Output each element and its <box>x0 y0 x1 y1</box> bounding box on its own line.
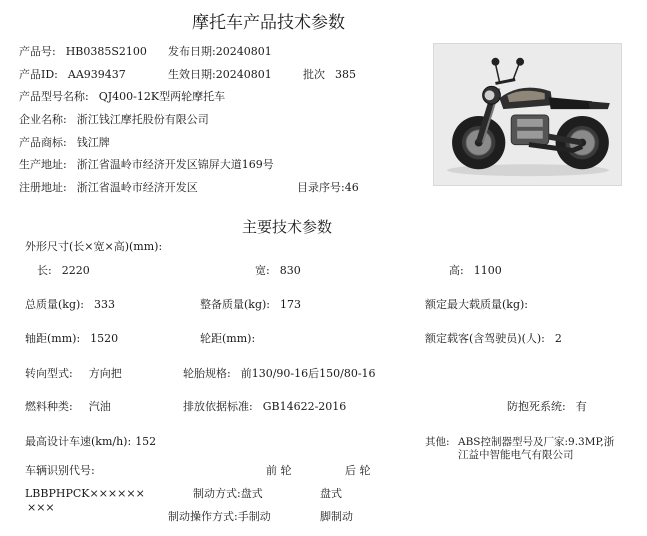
height-row <box>449 264 502 278</box>
curb-mass-row <box>200 298 301 312</box>
dimensions-label: 外形尺寸(长×宽×高)(mm): <box>25 240 163 253</box>
abs-label: 防抱死系统: <box>507 400 566 413</box>
production-address-value: 浙江省温岭市经济开发区锦屏大道169号 <box>76 158 274 171</box>
registered-address-value: 浙江省温岭市经济开发区 <box>76 181 198 194</box>
batch-value: 385 <box>335 68 356 81</box>
width-label: 宽: <box>255 264 270 277</box>
steering-label: 转向型式: <box>25 367 73 380</box>
length-value: 2220 <box>61 264 90 277</box>
model-row <box>19 90 225 104</box>
brake-method-row <box>193 487 263 501</box>
wheelbase-row <box>25 332 118 346</box>
product-id-value: AA939437 <box>67 68 126 81</box>
model-label: 产品型号名称: <box>19 90 89 103</box>
batch-label: 批次 <box>303 68 325 81</box>
curb-mass-value: 173 <box>280 298 301 311</box>
motorcycle-illustration <box>434 44 621 185</box>
length-row <box>37 264 90 278</box>
brand-label: 产品商标: <box>19 136 67 149</box>
product-no-label: 产品号: <box>19 45 56 58</box>
product-id-row <box>19 68 126 82</box>
brand-value: 钱江牌 <box>76 136 110 149</box>
brake-method-label: 制动方式: <box>193 487 241 500</box>
total-mass-row <box>25 298 115 312</box>
product-no-value: HB0385S2100 <box>65 45 147 58</box>
catalog-no-label: 目录序号: <box>297 181 345 194</box>
brake-operation-front: 手制动 <box>237 510 271 523</box>
abs-value: 有 <box>575 400 587 413</box>
company-value: 浙江钱江摩托股份有限公司 <box>76 113 209 126</box>
passengers-row <box>425 332 562 346</box>
brake-operation-rear: 脚制动 <box>320 510 353 523</box>
production-address-label: 生产地址: <box>19 158 67 171</box>
brake-operation-label: 制动操作方式: <box>168 510 238 523</box>
emission-label: 排放依据标准: <box>183 400 253 413</box>
height-label: 高: <box>449 264 464 277</box>
fuel-value: 汽油 <box>88 400 111 413</box>
effective-date-row <box>168 68 272 82</box>
company-row <box>19 113 209 127</box>
brake-operation-row <box>168 510 271 524</box>
steering-row <box>25 367 122 381</box>
abs-row <box>507 400 587 414</box>
emission-row <box>183 400 346 414</box>
wheelbase-label: 轴距(mm): <box>25 332 81 345</box>
vin-value-line2: ××× <box>27 501 55 514</box>
width-row <box>255 264 301 278</box>
total-mass-value: 333 <box>94 298 115 311</box>
emission-value: GB14622-2016 <box>262 400 347 413</box>
registered-address-label: 注册地址: <box>19 181 67 194</box>
effective-date-label: 生效日期: <box>168 68 216 81</box>
publish-date-value: 20240801 <box>215 45 272 58</box>
tire-label: 轮胎规格: <box>183 367 231 380</box>
publish-date-label: 发布日期: <box>168 45 216 58</box>
tire-row <box>183 367 376 381</box>
brand-row <box>19 136 110 150</box>
effective-date-value: 20240801 <box>215 68 272 81</box>
rear-wheel-label: 后 轮 <box>345 464 371 477</box>
other-label: 其他: <box>425 436 450 448</box>
brake-method-front: 盘式 <box>240 487 263 500</box>
vin-label: 车辆识别代号: <box>25 464 95 477</box>
curb-mass-label: 整备质量(kg): <box>200 298 270 311</box>
passengers-value: 2 <box>554 332 562 345</box>
steering-value: 方向把 <box>88 367 122 380</box>
max-speed-value: 152 <box>135 435 157 448</box>
publish-date-row <box>168 45 272 59</box>
production-address-row <box>19 158 274 172</box>
front-wheel-label: 前 轮 <box>266 464 292 477</box>
width-value: 830 <box>279 264 301 277</box>
model-value: QJ400-12K型两轮摩托车 <box>98 90 226 103</box>
specs-title: 主要技术参数 <box>242 218 333 236</box>
tire-value: 前130/90-16后150/80-16 <box>240 367 376 380</box>
max-speed-label: 最高设计车速(km/h): <box>25 435 132 448</box>
max-speed-row <box>25 435 156 449</box>
catalog-no-row <box>297 181 359 195</box>
vin-value-line1: LBBPHPCK×××××× <box>25 487 145 500</box>
passengers-label: 额定载客(含驾驶员)(人): <box>425 332 545 345</box>
rated-load-row <box>425 298 538 312</box>
registered-address-row <box>19 181 198 195</box>
company-label: 企业名称: <box>19 113 67 126</box>
total-mass-label: 总质量(kg): <box>25 298 84 311</box>
fuel-row <box>25 400 111 414</box>
brake-method-rear: 盘式 <box>320 487 342 500</box>
other-line1: ABS控制器型号及厂家:9.3MP,浙 <box>458 436 615 448</box>
product-id-label: 产品ID: <box>19 68 58 81</box>
catalog-no-value: 46 <box>344 181 359 194</box>
product-no-row <box>19 45 147 59</box>
length-label: 长: <box>37 264 52 277</box>
track-row <box>200 332 265 346</box>
page-title: 摩托车产品技术参数 <box>192 13 345 33</box>
other-line2: 江益中智能电气有限公司 <box>458 449 574 461</box>
batch-row <box>303 68 356 82</box>
fuel-label: 燃料种类: <box>25 400 73 413</box>
motorcycle-photo <box>433 43 622 186</box>
height-value: 1100 <box>473 264 502 277</box>
rated-load-label: 额定最大载质量(kg): <box>425 298 528 311</box>
track-label: 轮距(mm): <box>200 332 256 345</box>
wheelbase-value: 1520 <box>90 332 119 345</box>
